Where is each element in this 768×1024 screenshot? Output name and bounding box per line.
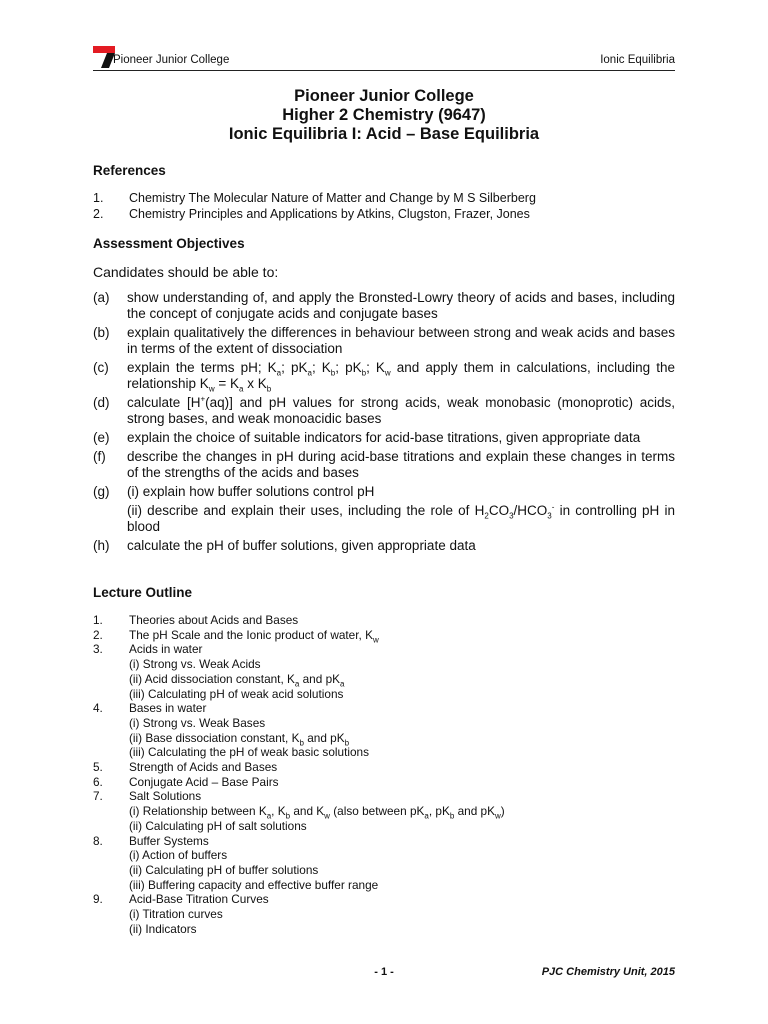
lecture-outline-list: [93, 613, 675, 936]
outline-subitem: (ii) Calculating pH of salt solutions: [129, 818, 307, 833]
outline-subitem: (i) Strong vs. Weak Acids: [129, 657, 261, 672]
reference-item: [93, 190, 675, 206]
objective-label: (f): [93, 449, 106, 464]
reference-item: [93, 206, 675, 222]
outline-heading: Lecture Outline: [93, 585, 193, 600]
objective-item: [93, 325, 675, 357]
footer-unit: PJC Chemistry Unit, 2015: [541, 966, 675, 978]
objective-label: (h): [93, 538, 110, 553]
header-college-name: Pioneer Junior College: [113, 54, 230, 66]
objective-text: describe the changes in pH during acid-base titrations and explain these changes in terms of the strengths of the acids and bases: [127, 449, 675, 480]
objective-text: (i) explain how buffer solutions control pH (ii) describe and explain their uses, including the role of $H_2CO_3/HCO_3^-$ in controlling pH in blood: [127, 484, 675, 534]
outline-subitem: (ii) Acid dissociation constant, $K_a$ and $pK_a$: [129, 671, 345, 689]
header-topic: Ionic Equilibria: [600, 54, 675, 66]
objective-text: explain the choice of suitable indicators for acid-base titrations, given appropriate data: [127, 430, 641, 445]
outline-subitem: (iii) Buffering capacity and effective buffer range: [129, 877, 379, 892]
outline-subitem: (ii) Base dissociation constant, $K_b$ and $pK_b$: [129, 730, 350, 747]
objective-label: (c): [93, 360, 109, 375]
outline-subitem: (i) Titration curves: [129, 907, 223, 922]
references-heading: References: [93, 163, 166, 178]
document-title: [0, 87, 768, 144]
objective-item: [93, 538, 675, 554]
title-line-3: Ionic Equilibria I: Acid – Base Equilibria: [228, 125, 540, 143]
outline-item: 9. Acid-Base Titration Curves: [93, 892, 269, 907]
objectives-list: [93, 290, 675, 557]
objective-text: calculate [H+(aq)] and pH values for strong acids, weak monobasic (monoprotic) acids, strong bases, and weak monoacidic bases: [127, 394, 675, 426]
outline-subitem: (i) Relationship between $K_a$, $K_b$ and $K_w$ (also between $pK_a$, $pK_b$ and $pK_w$): [129, 804, 505, 821]
objective-text: calculate the pH of buffer solutions, given appropriate data: [127, 538, 476, 553]
objective-label: (e): [93, 430, 110, 445]
objective-item: [93, 290, 675, 322]
title-line-2: Higher 2 Chemistry (9647): [282, 106, 486, 124]
outline-item: 6. Conjugate Acid – Base Pairs: [93, 774, 279, 789]
reference-text: Chemistry Principles and Applications by Atkins, Clugston, Frazer, Jones: [129, 207, 530, 221]
objective-item: [93, 360, 675, 392]
outline-item: 8. Buffer Systems: [93, 833, 209, 848]
objectives-intro: Candidates should be able to:: [93, 264, 279, 280]
reference-number: 1.: [93, 191, 104, 205]
outline-subitem: (i) Strong vs. Weak Bases: [129, 715, 266, 730]
outline-subitem: (ii) Indicators: [129, 921, 197, 936]
objectives-heading: Assessment Objectives: [93, 236, 245, 251]
objective-item: [93, 449, 675, 481]
objective-item: [93, 395, 675, 427]
objective-label: (b): [93, 325, 110, 340]
objective-item: [93, 430, 675, 446]
reference-number: 2.: [93, 207, 104, 221]
reference-text: Chemistry The Molecular Nature of Matter and Change by M S Silberberg: [129, 191, 536, 205]
outline-subitem: (iii) Calculating pH of weak acid solutions: [129, 686, 344, 701]
outline-item: 4. Bases in water: [93, 701, 207, 716]
objective-label: (d): [93, 395, 110, 410]
outline-subitem: (iii) Calculating the pH of weak basic solutions: [129, 745, 369, 760]
objective-text: show understanding of, and apply the Bronsted-Lowry theory of acids and bases, including the concept of conjugate acids and conjugate bases: [127, 290, 675, 321]
objective-text: explain qualitatively the differences in behaviour between strong and weak acids and bases in terms of the extent of dissociation: [127, 325, 675, 356]
outline-item: 7. Salt Solutions: [93, 789, 202, 804]
page-header: [93, 42, 675, 71]
objective-label: (g): [93, 484, 110, 499]
outline-subitem: (i) Action of buffers: [129, 848, 228, 863]
outline-item: 2. The pH Scale and the Ionic product of water, $K_w$: [93, 627, 379, 645]
page-number: - 1 -: [374, 966, 394, 978]
college-logo-icon: [93, 46, 115, 68]
objective-label: (a): [93, 290, 110, 305]
title-line-1: Pioneer Junior College: [294, 87, 474, 105]
outline-item: 3. Acids in water: [93, 642, 203, 657]
outline-subitem: (ii) Calculating pH of buffer solutions: [129, 862, 319, 877]
objective-text: explain the terms pH; $K_a$; $pK_a$; $K_b$; $pK_b$; $K_w$ and apply them in calculations, including the relationship $K_w = K_a$ x $K_b$: [127, 360, 675, 394]
outline-item: 1. Theories about Acids and Bases: [93, 613, 299, 627]
outline-item: 5. Strength of Acids and Bases: [93, 760, 278, 775]
references-list: [93, 190, 675, 222]
objective-item: [93, 484, 675, 535]
